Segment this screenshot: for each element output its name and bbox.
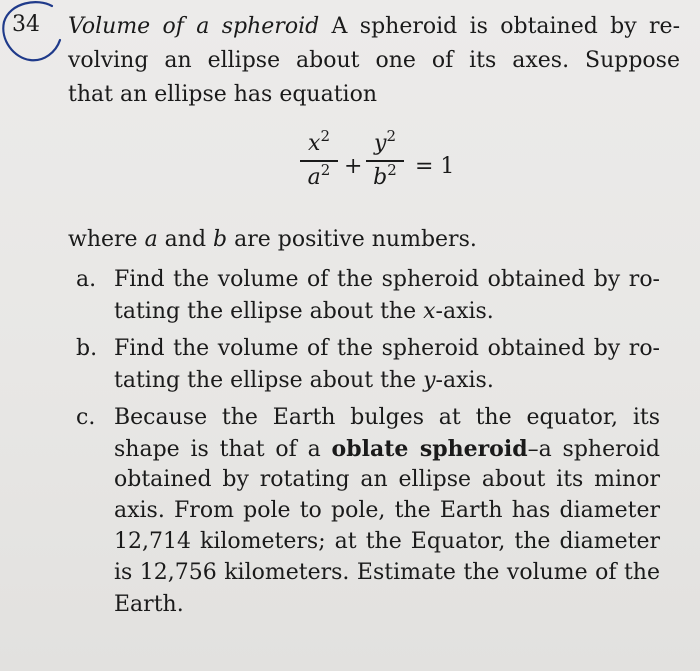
where-line: where a and b are positive numbers. (68, 227, 477, 252)
item-a-line-2: tating the ellipse about the x-axis. (114, 299, 494, 324)
item-c-line-3: obtained by rotating an ellipse about its minor (114, 467, 660, 492)
item-c-line-6: is 12,756 kilometers. Estimate the volume of the (114, 560, 660, 585)
intro-line-1 (68, 12, 680, 42)
ellipse-equation (290, 127, 490, 200)
item-a-letter: a. (76, 267, 97, 292)
intro-line-3: that an ellipse has equation (68, 82, 377, 107)
item-a-line-1: Find the volume of the spheroid obtained by ro- (114, 267, 660, 292)
oblate-spheroid-term: oblate spheroid (331, 436, 528, 462)
item-c-line-1: Because the Earth bulges at the equator, its (114, 405, 660, 430)
fraction-x-over-a: $x^2$ $a^2$ (300, 130, 338, 192)
item-c-letter: c. (76, 405, 96, 430)
intro-text-1: A spheroid is obtained by re- (331, 14, 681, 39)
equals-one: = 1 (415, 154, 455, 179)
fraction-y-over-b: $y^2$ $b^2$ (366, 130, 404, 192)
item-c-line-2: shape is that of a oblate spheroid–a spheroid (114, 436, 660, 462)
intro-line-2: volving an ellipse about one of its axes. Suppose (68, 48, 680, 73)
plus-sign: + (344, 154, 363, 179)
problem-number: 34 (12, 12, 40, 37)
item-b-line-1: Find the volume of the spheroid obtained by ro- (114, 336, 660, 361)
item-b-letter: b. (76, 336, 98, 361)
item-c-line-7: Earth. (114, 592, 184, 617)
item-c-line-4: axis. From pole to pole, the Earth has diameter (114, 498, 660, 523)
item-c-line-5: 12,714 kilometers; at the Equator, the diameter (114, 529, 660, 554)
item-b-line-2: tating the ellipse about the y-axis. (114, 368, 494, 393)
problem-title: Volume of a spheroid (68, 14, 320, 39)
